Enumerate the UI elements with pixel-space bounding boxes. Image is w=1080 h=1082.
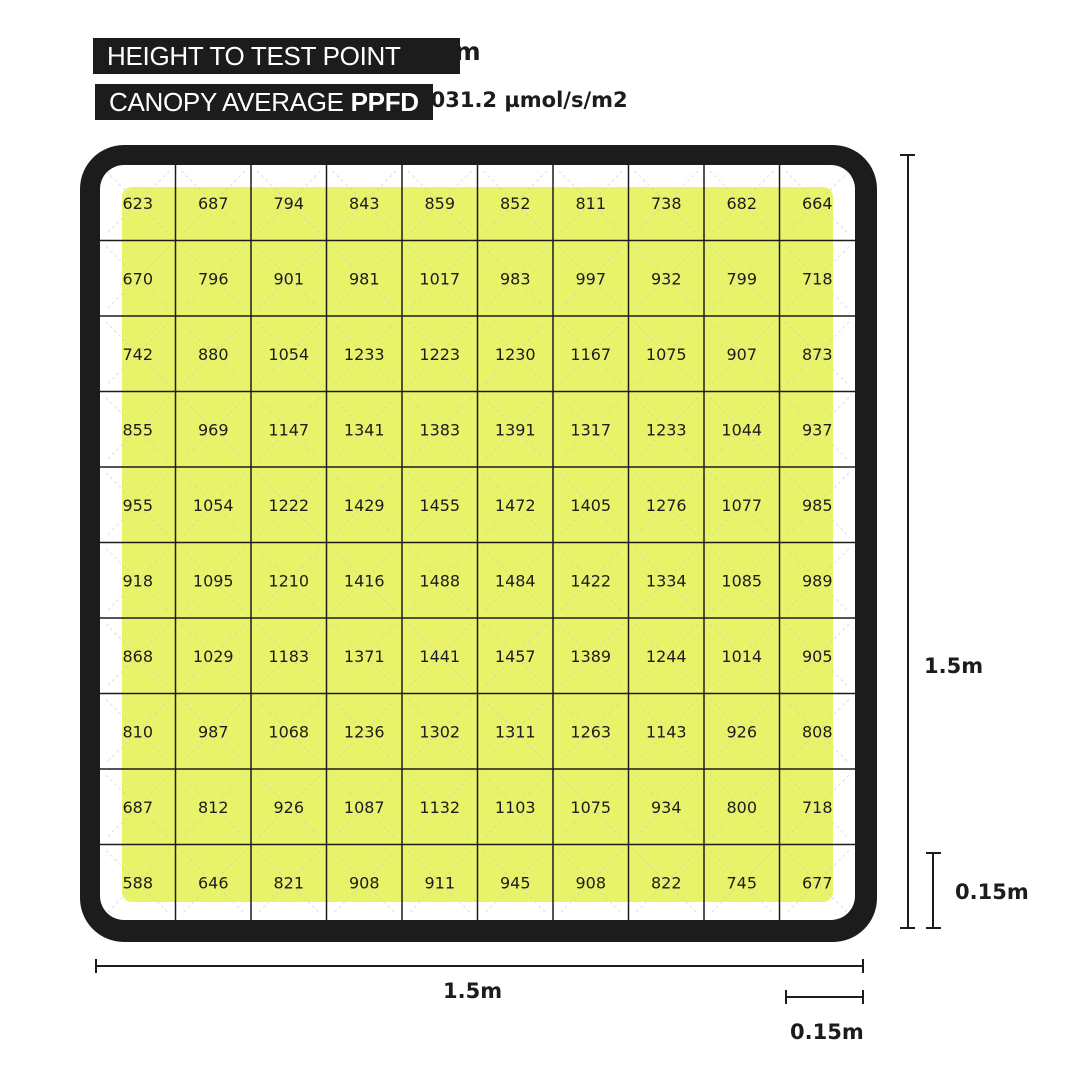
ppfd-cell-value: 987: [197, 722, 229, 742]
ppfd-cell-value: 1103: [494, 797, 536, 817]
ppfd-cell-value: 1422: [570, 571, 612, 591]
ppfd-label-prefix: CANOPY AVERAGE: [109, 87, 351, 117]
ppfd-cell-value: 1429: [343, 495, 385, 515]
ppfd-cell-value: 1405: [570, 495, 612, 515]
ppfd-cell-value: 794: [273, 193, 305, 213]
ppfd-cell-value: 742: [122, 344, 154, 364]
ppfd-cell-value: 969: [197, 420, 229, 440]
ppfd-cell-value: 908: [575, 873, 607, 893]
ppfd-cell-value: 687: [122, 797, 154, 817]
ppfd-cell-value: 985: [801, 495, 833, 515]
ppfd-cell-value: 852: [499, 193, 531, 213]
ppfd-cell-value: 1484: [494, 571, 536, 591]
ppfd-cell-value: 687: [197, 193, 229, 213]
ppfd-cell-value: 677: [801, 873, 833, 893]
ppfd-cell-value: 1317: [570, 420, 612, 440]
ppfd-cell-value: 1087: [343, 797, 385, 817]
ppfd-cell-value: 1263: [570, 722, 612, 742]
ppfd-cell-value: 812: [197, 797, 229, 817]
ppfd-cell-value: 1167: [570, 344, 612, 364]
ppfd-cell-value: 1334: [645, 571, 687, 591]
ppfd-cell-value: 1085: [721, 571, 763, 591]
cell-width-dimension-label: 0.15m: [790, 1020, 864, 1044]
ppfd-cell-value: 1276: [645, 495, 687, 515]
height-value: 52cm: [405, 37, 481, 66]
ppfd-cell-value: 932: [650, 269, 682, 289]
ppfd-grid: [100, 165, 855, 920]
ppfd-cell-value: 1068: [268, 722, 310, 742]
ppfd-cell-value: 800: [726, 797, 758, 817]
ppfd-cell-value: 664: [801, 193, 833, 213]
ppfd-cell-value: 1223: [419, 344, 461, 364]
ppfd-cell-value: 918: [122, 571, 154, 591]
ppfd-cell-value: 1132: [419, 797, 461, 817]
ppfd-cell-value: 855: [122, 420, 154, 440]
ppfd-cell-value: 822: [650, 873, 682, 893]
ppfd-cell-value: 926: [726, 722, 758, 742]
ppfd-cell-value: 682: [726, 193, 758, 213]
ppfd-cell-value: 983: [499, 269, 531, 289]
height-label: HEIGHT TO TEST POINT: [93, 38, 460, 74]
ppfd-cell-value: 799: [726, 269, 758, 289]
ppfd-cell-value: 1143: [645, 722, 687, 742]
ppfd-cell-value: 1054: [192, 495, 234, 515]
ppfd-cell-value: 1389: [570, 646, 612, 666]
ppfd-cell-value: 1236: [343, 722, 385, 742]
cell-height-dimension-label: 0.15m: [955, 880, 1029, 904]
ppfd-cell-value: 808: [801, 722, 833, 742]
ppfd-cell-value: 880: [197, 344, 229, 364]
ppfd-cell-value: 1147: [268, 420, 310, 440]
ppfd-cell-value: 1017: [419, 269, 461, 289]
ppfd-cell-value: 989: [801, 571, 833, 591]
ppfd-cell-value: 588: [122, 873, 154, 893]
ppfd-cell-value: 907: [726, 344, 758, 364]
ppfd-cell-value: 1044: [721, 420, 763, 440]
ppfd-cell-value: 1383: [419, 420, 461, 440]
ppfd-cell-value: 1029: [192, 646, 234, 666]
width-dimension-label: 1.5m: [443, 979, 503, 1003]
ppfd-cell-value: 1244: [645, 646, 687, 666]
ppfd-cell-value: 796: [197, 269, 229, 289]
ppfd-cell-value: 1457: [494, 646, 536, 666]
height-dimension-label: 1.5m: [924, 654, 984, 678]
ppfd-label-bold: PPFD: [350, 87, 419, 117]
ppfd-label: [95, 84, 433, 120]
ppfd-cell-value: 718: [801, 797, 833, 817]
ppfd-cell-value: 1230: [494, 344, 536, 364]
ppfd-cell-value: 981: [348, 269, 380, 289]
ppfd-cell-value: 997: [575, 269, 607, 289]
ppfd-cell-value: 1210: [268, 571, 310, 591]
ppfd-cell-value: 1472: [494, 495, 536, 515]
ppfd-cell-value: 1371: [343, 646, 385, 666]
ppfd-cell-value: 911: [424, 873, 456, 893]
ppfd-cell-value: 937: [801, 420, 833, 440]
ppfd-cell-value: 1441: [419, 646, 461, 666]
ppfd-cell-value: 934: [650, 797, 682, 817]
ppfd-cell-value: 670: [122, 269, 154, 289]
ppfd-cell-value: 623: [122, 193, 154, 213]
ppfd-cell-value: 873: [801, 344, 833, 364]
ppfd-cell-value: 1054: [268, 344, 310, 364]
ppfd-cell-value: 908: [348, 873, 380, 893]
ppfd-cell-value: 738: [650, 193, 682, 213]
ppfd-cell-value: 1233: [645, 420, 687, 440]
ppfd-cell-value: 811: [575, 193, 607, 213]
ppfd-value: 1031.2 µmol/s/m2: [416, 88, 628, 112]
ppfd-cell-value: 1311: [494, 722, 536, 742]
ppfd-map: [100, 165, 855, 920]
ppfd-cell-value: 1077: [721, 495, 763, 515]
ppfd-cell-value: 945: [499, 873, 531, 893]
ppfd-cell-value: 905: [801, 646, 833, 666]
ppfd-cell-value: 955: [122, 495, 154, 515]
ppfd-cell-value: 1391: [494, 420, 536, 440]
ppfd-cell-value: 1075: [645, 344, 687, 364]
ppfd-cell-value: 1455: [419, 495, 461, 515]
ppfd-cell-value: 1302: [419, 722, 461, 742]
ppfd-cell-value: 1075: [570, 797, 612, 817]
ppfd-cell-value: 1014: [721, 646, 763, 666]
ppfd-cell-value: 745: [726, 873, 758, 893]
ppfd-cell-value: 1416: [343, 571, 385, 591]
ppfd-cell-value: 1095: [192, 571, 234, 591]
ppfd-cell-value: 901: [273, 269, 305, 289]
ppfd-cell-value: 718: [801, 269, 833, 289]
ppfd-cell-value: 1222: [268, 495, 310, 515]
ppfd-cell-value: 1488: [419, 571, 461, 591]
ppfd-cell-value: 810: [122, 722, 154, 742]
ppfd-cell-value: 821: [273, 873, 305, 893]
ppfd-cell-value: 1341: [343, 420, 385, 440]
ppfd-cell-value: 843: [348, 193, 380, 213]
ppfd-cell-value: 1183: [268, 646, 310, 666]
ppfd-cell-value: 1233: [343, 344, 385, 364]
ppfd-cell-value: 926: [273, 797, 305, 817]
ppfd-cell-value: 868: [122, 646, 154, 666]
ppfd-cell-value: 646: [197, 873, 229, 893]
ppfd-cell-value: 859: [424, 193, 456, 213]
